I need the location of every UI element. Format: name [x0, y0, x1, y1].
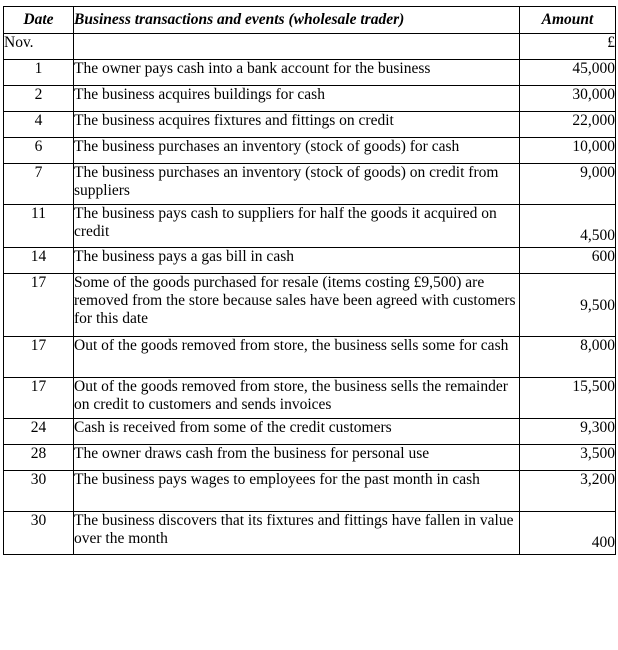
date-cell: 6: [4, 138, 74, 164]
description-cell: The business purchases an inventory (stock of goods) on credit from suppliers: [74, 164, 520, 205]
amount-cell: 4,500: [520, 205, 616, 248]
description-cell: The business pays a gas bill in cash: [74, 248, 520, 274]
date-cell: 17: [4, 274, 74, 337]
amount-cell: 30,000: [520, 86, 616, 112]
table-row: [4, 205, 616, 248]
amount-cell: 600: [520, 248, 616, 274]
amount-cell: 45,000: [520, 60, 616, 86]
date-cell: 7: [4, 164, 74, 205]
amount-cell: 3,500: [520, 445, 616, 471]
description-cell: The business purchases an inventory (stock of goods) for cash: [74, 138, 520, 164]
date-cell: 24: [4, 419, 74, 445]
amount-cell: 400: [520, 512, 616, 555]
date-cell: 28: [4, 445, 74, 471]
amount-cell: 10,000: [520, 138, 616, 164]
table-row: [4, 86, 616, 112]
month-label: Nov.: [4, 34, 74, 60]
table-row: [4, 60, 616, 86]
description-cell: Cash is received from some of the credit customers: [74, 419, 520, 445]
table-row: [4, 378, 616, 419]
date-cell: 14: [4, 248, 74, 274]
description-cell: Out of the goods removed from store, the business sells some for cash: [74, 337, 520, 378]
description-cell: The owner draws cash from the business for personal use: [74, 445, 520, 471]
date-cell: 11: [4, 205, 74, 248]
description-cell: The business pays wages to employees for the past month in cash: [74, 471, 520, 512]
subheader-row: [4, 34, 616, 60]
table-row: [4, 445, 616, 471]
date-cell: 17: [4, 378, 74, 419]
table-row: [4, 419, 616, 445]
date-column-header: Date: [4, 7, 74, 34]
table-row: [4, 512, 616, 555]
transactions-table: [3, 6, 616, 555]
amount-cell: 15,500: [520, 378, 616, 419]
currency-label: £: [520, 34, 616, 60]
date-cell: 17: [4, 337, 74, 378]
table-row: [4, 337, 616, 378]
amount-cell: 9,300: [520, 419, 616, 445]
amount-cell: 9,500: [520, 274, 616, 337]
table-row: [4, 138, 616, 164]
description-cell: The business pays cash to suppliers for half the goods it acquired on credit: [74, 205, 520, 248]
date-cell: 1: [4, 60, 74, 86]
subheader-description-cell: [74, 34, 520, 60]
table-header-row: [4, 7, 616, 34]
table-row: [4, 274, 616, 337]
description-cell: Out of the goods removed from store, the business sells the remainder on credit to customers and sends invoices: [74, 378, 520, 419]
table-row: [4, 112, 616, 138]
description-cell: The business discovers that its fixtures and fittings have fallen in value over the month: [74, 512, 520, 555]
description-cell: Some of the goods purchased for resale (items costing £9,500) are removed from the store because sales have been agreed with customers for this date: [74, 274, 520, 337]
table-row: [4, 471, 616, 512]
description-cell: The owner pays cash into a bank account for the business: [74, 60, 520, 86]
table-row: [4, 164, 616, 205]
date-cell: 30: [4, 512, 74, 555]
date-cell: 2: [4, 86, 74, 112]
date-cell: 4: [4, 112, 74, 138]
amount-cell: 3,200: [520, 471, 616, 512]
amount-column-header: Amount: [520, 7, 616, 34]
amount-cell: 9,000: [520, 164, 616, 205]
table-row: [4, 248, 616, 274]
amount-cell: 22,000: [520, 112, 616, 138]
date-cell: 30: [4, 471, 74, 512]
description-cell: The business acquires buildings for cash: [74, 86, 520, 112]
amount-cell: 8,000: [520, 337, 616, 378]
description-column-header: Business transactions and events (wholesale trader): [74, 7, 520, 34]
description-cell: The business acquires fixtures and fittings on credit: [74, 112, 520, 138]
